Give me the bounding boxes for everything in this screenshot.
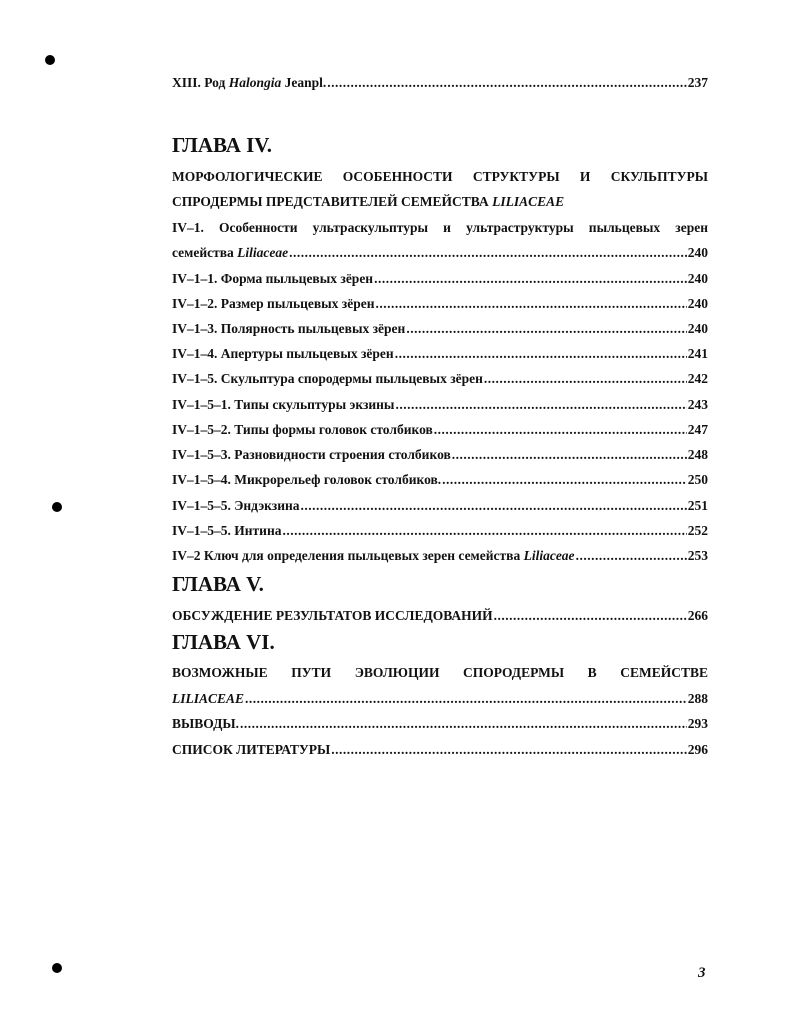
dot-leader — [406, 320, 686, 338]
dot-leader — [327, 74, 686, 92]
toc-text: IV–1–2. Размер пыльцевых зёрен — [172, 296, 375, 311]
toc-entry-iv2 — [172, 547, 708, 565]
toc-page-number: 288 — [687, 691, 708, 706]
toc-text-italic: LILIACEAE — [172, 691, 245, 706]
toc-page-number: 296 — [687, 742, 708, 757]
toc-text: IV–1–5–5. Эндэкзина — [172, 498, 300, 513]
toc-entry-chapter5 — [172, 607, 708, 625]
toc-page-number: 240 — [687, 245, 708, 260]
dot-leader — [289, 244, 687, 262]
toc-text: IV–1–5–3. Разновидности строения столбиков — [172, 447, 451, 462]
toc-text: IV–1–5–1. Типы скульптуры экзины — [172, 397, 395, 412]
toc-entry-conclusions — [172, 715, 708, 733]
toc-text: IV–1–5. Скульптура спородермы пыльцевых зёрен — [172, 371, 483, 386]
toc-text: IV–1–4. Апертуры пыльцевых зёрен — [172, 346, 394, 361]
dot-leader — [282, 522, 686, 540]
toc-entry — [172, 345, 708, 363]
toc-page-number: 293 — [687, 716, 708, 731]
toc-page-number: 240 — [687, 296, 708, 311]
toc-page-number: 237 — [687, 75, 708, 90]
chapter-heading: ГЛАВА IV. — [172, 133, 272, 157]
toc-page-number: 266 — [687, 608, 708, 623]
punch-hole-mark — [52, 963, 62, 973]
toc-page-number: 250 — [687, 472, 708, 487]
chapter-title-text: СПРОДЕРМЫ ПРЕДСТАВИТЕЛЕЙ СЕМЕЙСТВА — [172, 194, 493, 209]
toc-text-italic: Halongia — [228, 75, 282, 90]
toc-text: IV–1–3. Полярность пыльцевых зёрен — [172, 321, 406, 336]
toc-entry-references — [172, 741, 708, 759]
toc-page-number: 240 — [687, 271, 708, 286]
toc-page-number: 252 — [687, 523, 708, 538]
toc-text: IV–1–5–5. Интина — [172, 523, 282, 538]
toc-entry — [172, 396, 708, 414]
dot-leader — [434, 421, 687, 439]
dot-leader — [484, 370, 687, 388]
toc-page-number: 248 — [687, 447, 708, 462]
chapter-heading: ГЛАВА VI. — [172, 630, 275, 654]
dot-leader — [395, 396, 686, 414]
dot-leader — [452, 446, 687, 464]
page-number: 3 — [698, 965, 706, 981]
toc-text: семейства — [172, 245, 238, 260]
toc-page-number: 253 — [687, 548, 708, 563]
toc-entry — [172, 471, 708, 489]
chapter-heading: ГЛАВА V. — [172, 572, 264, 596]
dot-leader — [374, 270, 687, 288]
toc-entry — [172, 295, 708, 313]
toc-page-number: 240 — [687, 321, 708, 336]
toc-entry-iv1 — [172, 244, 708, 262]
toc-text: IV–2 Ключ для определения пыльцевых зерен семейства — [172, 548, 524, 563]
toc-text: Jeanpl. — [281, 75, 327, 90]
punch-hole-mark — [45, 55, 55, 65]
dot-leader — [331, 741, 687, 759]
toc-entry — [172, 522, 708, 540]
chapter-title — [172, 193, 564, 211]
toc-page-number: 251 — [687, 498, 708, 513]
toc-text: IV–1–1. Форма пыльцевых зёрен — [172, 271, 374, 286]
dot-leader — [240, 715, 687, 733]
toc-entry-chapter6 — [172, 690, 708, 708]
toc-text: ВЫВОДЫ. — [172, 716, 240, 731]
toc-entry-xiii — [172, 74, 708, 92]
dot-leader — [576, 547, 687, 565]
dot-leader — [395, 345, 687, 363]
toc-page-number: 243 — [687, 397, 708, 412]
toc-entry — [172, 497, 708, 515]
dot-leader — [494, 607, 687, 625]
toc-entry — [172, 370, 708, 388]
toc-text-italic: Liliaceae — [237, 245, 289, 260]
toc-text: СПИСОК ЛИТЕРАТУРЫ — [172, 742, 331, 757]
dot-leader — [301, 497, 687, 515]
dot-leader — [245, 690, 687, 708]
punch-hole-mark — [52, 502, 62, 512]
chapter-title: ВОЗМОЖНЫЕ ПУТИ ЭВОЛЮЦИИ СПОРОДЕРМЫ В СЕМЕЙСТВЕ — [172, 665, 708, 680]
toc-text: ОБСУЖДЕНИЕ РЕЗУЛЬТАТОВ ИССЛЕДОВАНИЙ — [172, 608, 493, 623]
toc-page-number: 241 — [687, 346, 708, 361]
dot-leader — [442, 471, 687, 489]
chapter-title: МОРФОЛОГИЧЕСКИЕ ОСОБЕННОСТИ СТРУКТУРЫ И СКУЛЬПТУРЫ — [172, 169, 708, 184]
toc-text: IV–1–5–2. Типы формы головок столбиков — [172, 422, 433, 437]
toc-entry — [172, 446, 708, 464]
toc-entry-iv1-line1: IV–1. Особенности ультраскульптуры и ультраструктуры пыльцевых зерен — [172, 220, 708, 235]
toc-text: IV–1–5–4. Микрорельеф головок столбиков. — [172, 472, 442, 487]
toc-entry — [172, 320, 708, 338]
toc-text: XIII. Род — [172, 75, 229, 90]
chapter-title-italic: LILIACEAE — [492, 194, 565, 209]
toc-page-number: 242 — [687, 371, 708, 386]
toc-entry — [172, 270, 708, 288]
toc-page-number: 247 — [687, 422, 708, 437]
dot-leader — [376, 295, 687, 313]
toc-text-italic: Liliaceae — [523, 548, 575, 563]
toc-entry — [172, 421, 708, 439]
